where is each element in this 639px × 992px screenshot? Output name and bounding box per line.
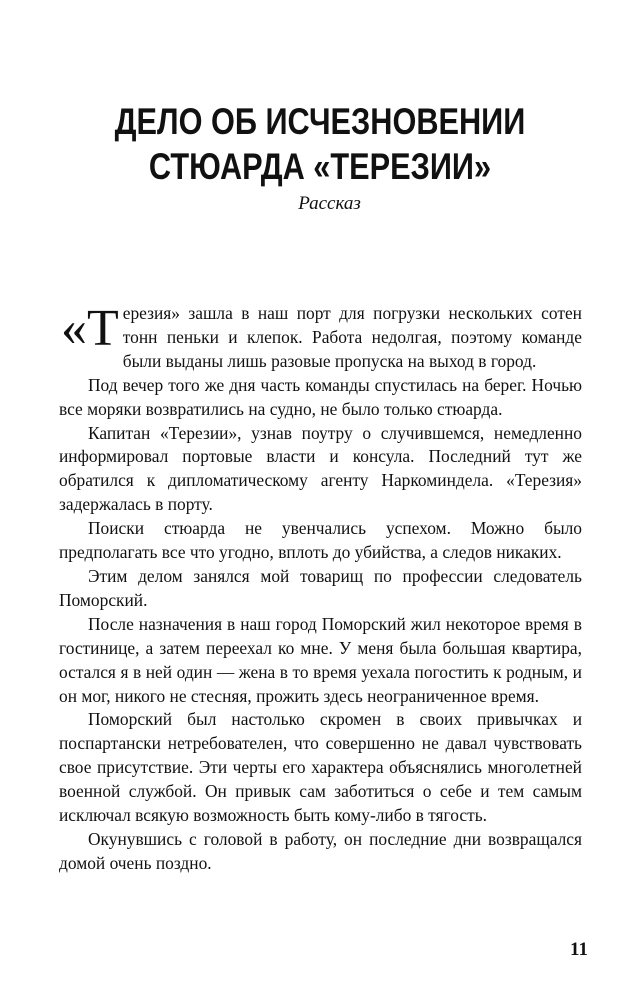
paragraph-4: Поиски стюарда не увенчались успехом. Можно было предполагать все что угодно, вплоть до убийства, а следов никаких. [59, 518, 582, 563]
paragraph-6: После назначения в наш город Поморский жил некоторое время в гостинице, а затем переехал ко мне. У меня была большая квартира, остался я в ней один — жена в то время уехала погостить к родным, и он мог, никого не стесняя, прожить здесь неограниченное время. [59, 613, 582, 706]
paragraph-7: Поморский был настолько скромен в своих привычках и поспартански нетребователен, что совершенно не давал чувствовать свое присутствие. Эти черты его характера объяснялись многолетней военной службой. Он привык сам заботиться о себе и тем самым исключал всякую возможность быть кому-либо в тягость. [59, 709, 582, 826]
paragraph-1-text: ерезия» зашла в наш порт для погрузки нескольких сотен тонн пеньки и клепок. Работа недолгая, поэтому команде были выданы лишь разовые пропуска на выход в город. [122, 303, 582, 371]
paragraph-5: Этим делом занялся мой товарищ по профессии следователь Поморский. [59, 565, 582, 610]
chapter-title-line-2: СТЮАРДА «ТЕРЕЗИИ» [148, 146, 492, 187]
chapter-title-line-1: ДЕЛО ОБ ИСЧЕЗНОВЕНИИ [114, 101, 526, 142]
paragraph-2: Под вечер того же дня часть команды спустилась на берег. Ночью все моряки возвратились на судно, не было только стюарда. [59, 374, 582, 419]
paragraph-3: Капитан «Терезии», узнав поутру о случившемся, немедленно информировал портовые власти и консула. Последний тут же обратился к дипломатическому агенту Наркоминдела. «Терезия» задержалась в порту. [59, 422, 582, 515]
chapter-subtitle: Рассказ [298, 193, 361, 214]
story-body [59, 302, 582, 876]
drop-cap: «Т [61, 300, 119, 357]
page-number: 11 [570, 939, 588, 960]
paragraph-1 [59, 302, 582, 374]
paragraph-8: Окунувшись с головой в работу, он последние дни возвращался домой очень поздно. [59, 828, 582, 873]
